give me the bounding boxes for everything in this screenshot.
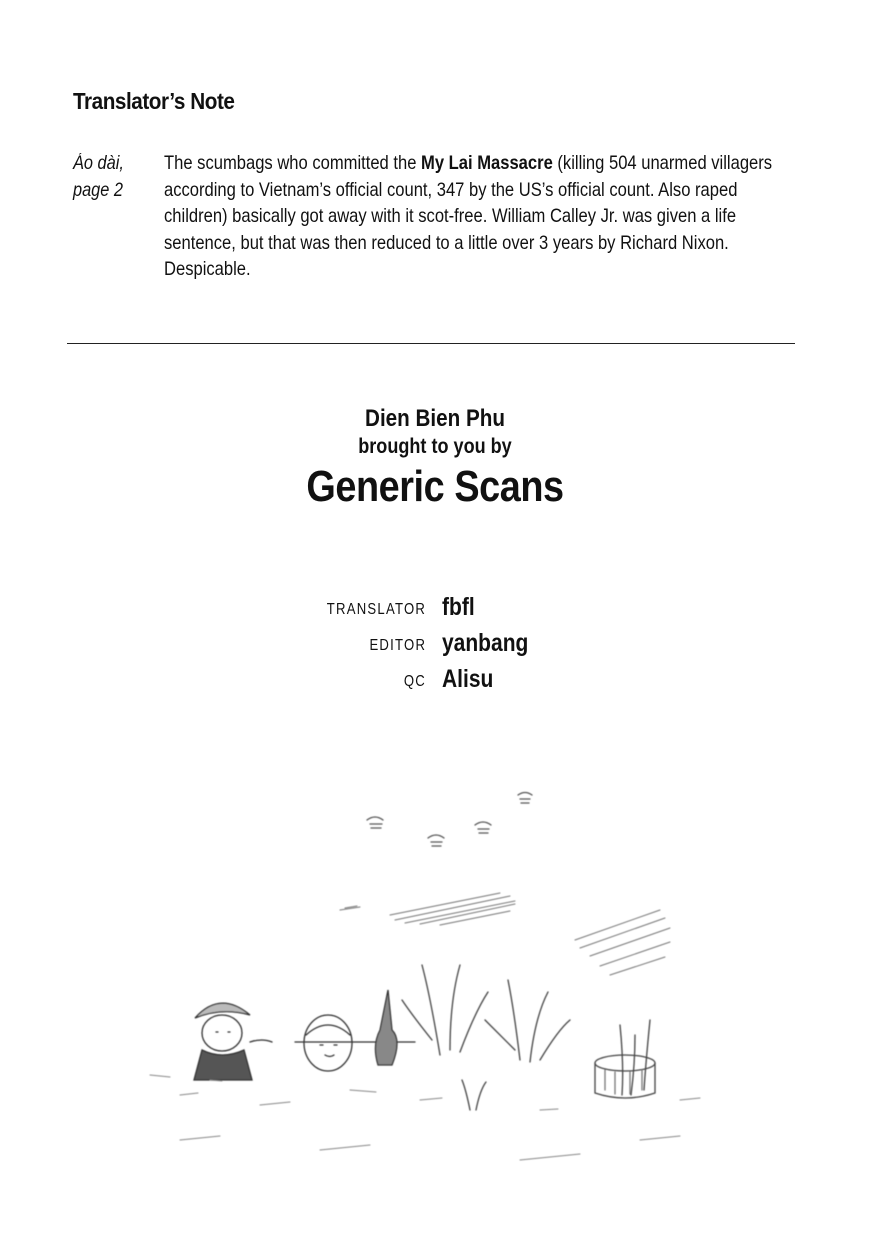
ground-marks (150, 1075, 700, 1160)
credits-title-byline: brought to you by (358, 435, 512, 458)
soldier-figure-sketch (194, 1003, 272, 1080)
translator-note-heading: Translator’s Note (73, 88, 235, 114)
grass-sketch (402, 965, 650, 1110)
note-body-highlight: My Lai Massacre (421, 152, 553, 174)
credits-title-series: Dien Bien Phu (365, 405, 505, 432)
credit-row-translator (0, 590, 870, 622)
credit-name: yanbang (442, 629, 529, 657)
bird-sketch-group (367, 793, 532, 847)
note-reference-line2: page 2 (73, 180, 123, 201)
cloud-hatching (340, 893, 670, 975)
note-reference (73, 150, 142, 204)
credit-name: fbfl (442, 593, 475, 621)
credit-role: EDITOR (369, 637, 426, 654)
credit-role: QC (403, 673, 426, 690)
credit-row-qc (0, 662, 870, 694)
note-body-intro: The scumbags who committed the (164, 152, 422, 174)
note-reference-line1: Áo dài, (73, 153, 124, 174)
credit-row-editor (0, 626, 870, 658)
section-divider (67, 343, 795, 344)
credits-group-name: Generic Scans (306, 462, 564, 511)
note-body-rest: (killing 504 unarmed villagers according to Vietnam’s official count, 347 by the US’s official count. Also raped children) basically got away with it scot-free. William Calley Jr. was given a life sentence, but that was then reduced to a little over 3 years by Richard Nixon. Despicable. (164, 152, 773, 280)
note-body (164, 150, 793, 283)
credit-name: Alisu (442, 665, 494, 693)
credit-role: TRANSLATOR (326, 601, 426, 618)
child-figure-sketch (295, 990, 415, 1071)
pencil-sketch-illustration (120, 780, 760, 1200)
